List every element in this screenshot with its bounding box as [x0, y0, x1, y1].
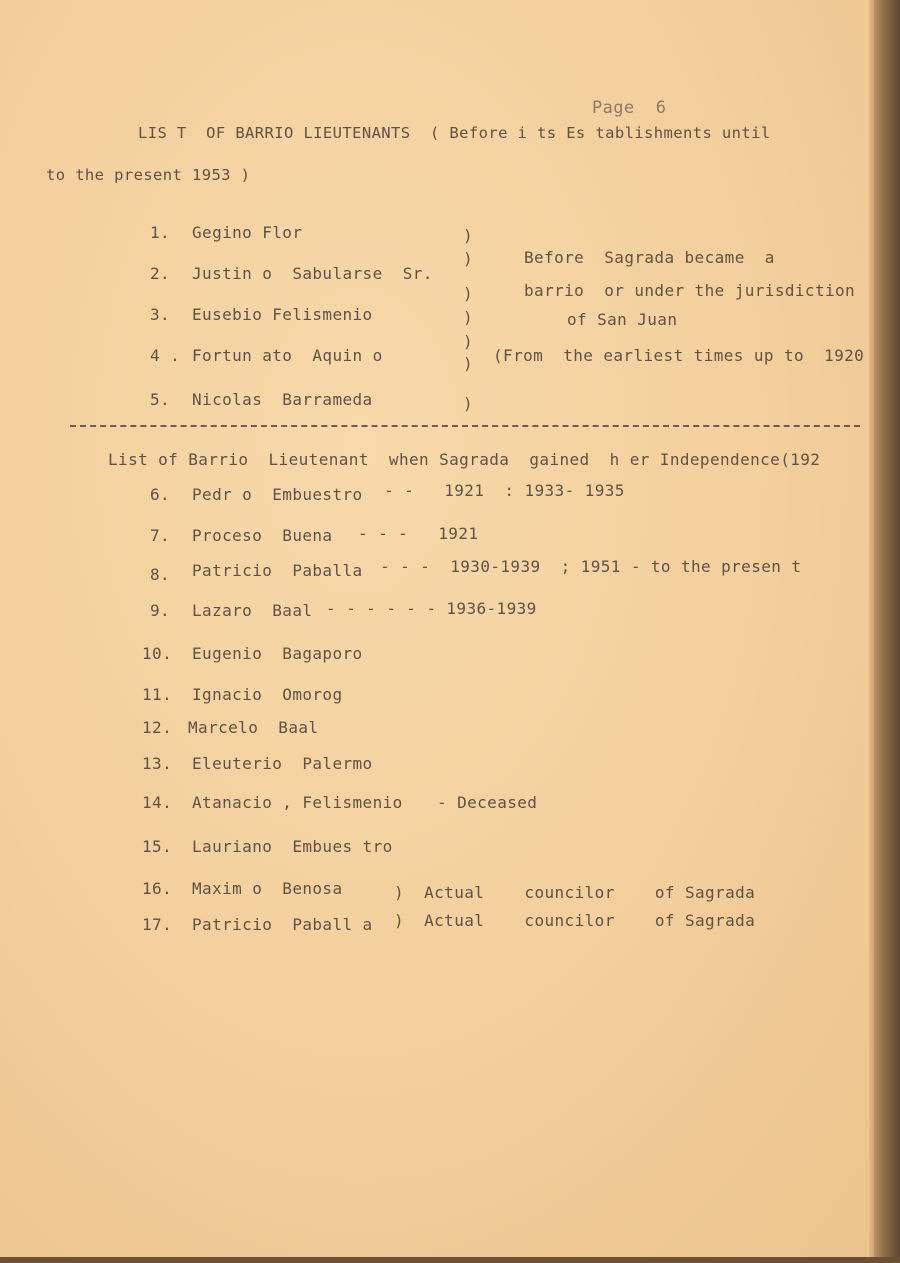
- list-item-name: Maxim o Benosa: [192, 879, 343, 898]
- list-item-name: Marcelo Baal: [188, 718, 319, 737]
- list-item-name: Eusebio Felismenio: [192, 305, 373, 324]
- list-item-number: 13.: [142, 754, 173, 773]
- section2-heading: List of Barrio Lieutenant when Sagrada gained h er Independence(192: [108, 450, 821, 469]
- list-item-detail: ) Actual councilor of Sagrada: [394, 911, 756, 930]
- list-item-name: Patricio Paballa: [192, 561, 363, 580]
- list-item-number: 1.: [150, 223, 171, 242]
- list-item-name: Atanacio , Felismenio: [192, 793, 403, 812]
- bracket-note-line1: Before Sagrada became a: [524, 248, 775, 267]
- list-item-detail: - - - 1930-1939 ; 1951 - to the presen t: [380, 557, 802, 576]
- list-item-name: Justin o Sabularse Sr.: [192, 264, 433, 283]
- list-item-number: 6.: [150, 485, 171, 504]
- list-item-name: Eugenio Bagaporo: [192, 644, 363, 663]
- list-item-number: 17.: [142, 915, 173, 934]
- bracket-note-line4: (From the earliest times up to 1920: [493, 346, 865, 365]
- document-title-line2: to the present 1953 ): [46, 166, 251, 184]
- list-item-number: 10.: [142, 644, 173, 663]
- bracket-glyph: ): [462, 284, 474, 303]
- bracket-glyph: ): [462, 226, 474, 245]
- list-item-name: Lauriano Embues tro: [192, 837, 393, 856]
- list-item-detail: - - - - - - 1936-1939: [326, 599, 537, 618]
- bracket-note-line2: barrio or under the jurisdiction: [524, 281, 856, 300]
- section-divider: [70, 425, 860, 427]
- list-item-detail: - - - 1921: [358, 524, 479, 543]
- list-item-name: Gegino Flor: [192, 223, 303, 242]
- list-item-number: 3.: [150, 305, 171, 324]
- list-item-number: 4 .: [150, 346, 181, 365]
- list-item-detail: ) Actual councilor of Sagrada: [394, 883, 756, 902]
- bracket-glyph: ): [462, 249, 474, 268]
- list-item-name: Proceso Buena: [192, 526, 333, 545]
- bottom-edge: [0, 1257, 900, 1263]
- list-item-number: 11.: [142, 685, 173, 704]
- document-title-line1: LIS T OF BARRIO LIEUTENANTS ( Before i ts Es tablishments until: [138, 124, 771, 142]
- bracket-note-line3: of San Juan: [567, 310, 678, 329]
- list-item-detail: - Deceased: [437, 793, 538, 812]
- list-item-number: 16.: [142, 879, 173, 898]
- bracket-glyph: ): [462, 332, 474, 351]
- list-item-name: Ignacio Omorog: [192, 685, 343, 704]
- list-item-number: 12.: [142, 718, 173, 737]
- page-number: Page 6: [592, 98, 667, 118]
- list-item-name: Eleuterio Palermo: [192, 754, 373, 773]
- list-item-name: Patricio Paball a: [192, 915, 373, 934]
- bracket-glyph: ): [462, 354, 474, 373]
- list-item-number: 8.: [150, 565, 171, 584]
- list-item-number: 5.: [150, 390, 171, 409]
- book-binding: [874, 0, 900, 1263]
- list-item-name: Lazaro Baal: [192, 601, 313, 620]
- bracket-glyph: ): [462, 394, 474, 413]
- list-item-name: Nicolas Barrameda: [192, 390, 373, 409]
- list-item-name: Fortun ato Aquin o: [192, 346, 383, 365]
- list-item-number: 9.: [150, 601, 171, 620]
- list-item-detail: - - 1921 : 1933- 1935: [384, 481, 625, 500]
- list-item-number: 2.: [150, 264, 171, 283]
- list-item-number: 7.: [150, 526, 171, 545]
- bracket-glyph: ): [462, 308, 474, 327]
- list-item-name: Pedr o Embuestro: [192, 485, 363, 504]
- list-item-number: 15.: [142, 837, 173, 856]
- list-item-number: 14.: [142, 793, 173, 812]
